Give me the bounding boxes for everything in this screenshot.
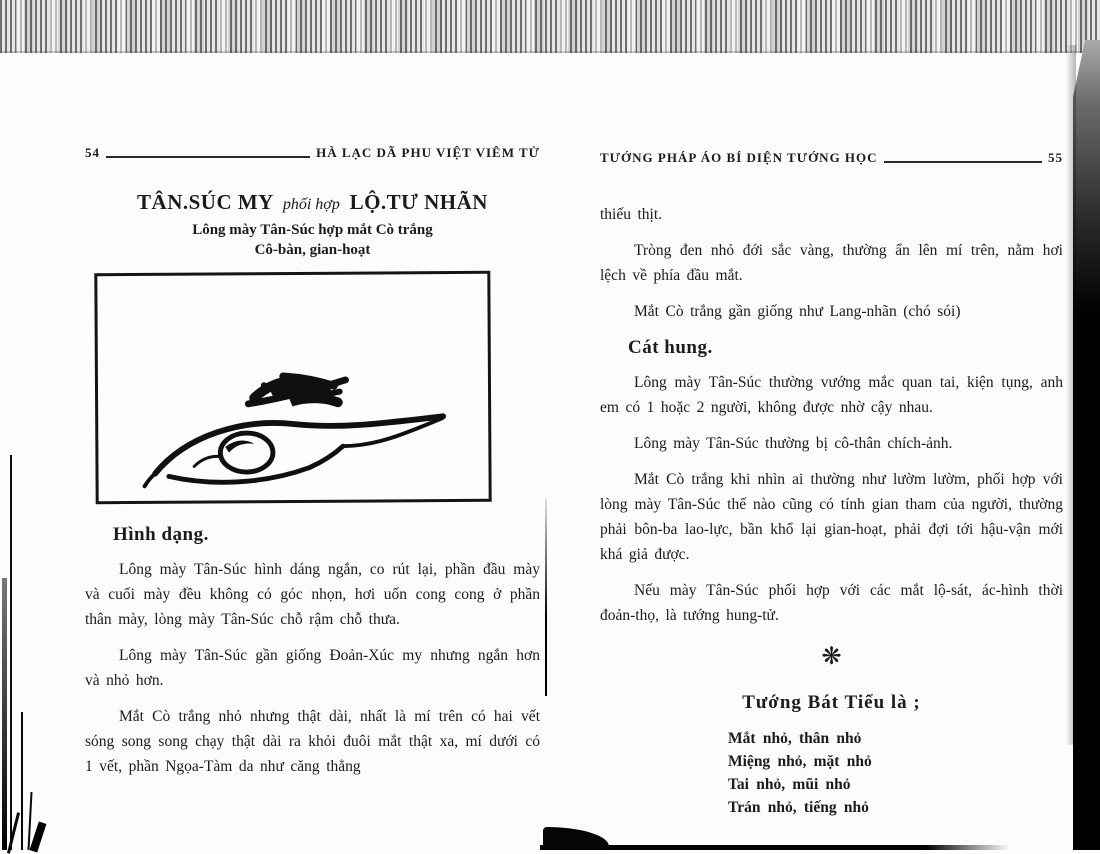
body-paragraph: Mắt Cò trắng nhỏ nhưng thật dài, nhất là mí trên có hai vết sóng song song chạy thật dài ra khỏi đuôi mắt thật xa, mí dưới có 1 vết, phần Ngọa-Tàm da như căng thẳng: [85, 708, 540, 775]
page-number: 54: [85, 145, 100, 160]
chapter-title-part2: LỘ.TƯ NHÃN: [349, 190, 488, 214]
scan-left-streak: [21, 712, 23, 850]
header-rule: [106, 156, 310, 158]
bat-tieu-list: [728, 727, 1063, 819]
flower-divider-icon: ❋: [821, 644, 842, 670]
body-paragraph: Tròng đen nhỏ đới sắc vàng, thường ẩn lên mí trên, nằm hơi lệch về phía đầu mắt.: [600, 242, 1063, 284]
eye-drawing: [97, 274, 488, 501]
left-page-header: [85, 145, 540, 161]
book-gutter-line: [545, 498, 547, 696]
list-heading-tuong-bat-tieu: Tướng Bát Tiểu là ;: [742, 692, 921, 713]
body-paragraph: Lông mày Tân-Súc hình dáng ngắn, co rút lại, phần đầu mày và cuối mày đều không có góc nhọn, hơi uốn cong cong ở phần thân mày, lòng mày Tân-Súc chỗ rậm chỗ thưa.: [85, 561, 540, 628]
scan-binding-stripe-band: [0, 0, 1100, 53]
chapter-subtitle-1: Lông mày Tân-Súc hợp mắt Cò trắng: [192, 222, 433, 238]
left-page: [85, 145, 540, 779]
list-item: Miệng nhỏ, mặt nhỏ: [728, 753, 872, 770]
body-paragraph: Nếu mày Tân-Súc phối hợp với các mắt lộ-sát, ác-hình thời đoản-thọ, là tướng hung-tử.: [600, 582, 1063, 624]
scan-bottom-edge-line: [540, 845, 1010, 850]
scan-left-streak: [2, 578, 7, 850]
list-item: Trán nhỏ, tiếng nhỏ: [728, 799, 869, 816]
list-item: Mắt nhỏ, thân nhỏ: [728, 730, 862, 747]
body-paragraph: Lông mày Tân-Súc thường bị cô-thân chích-ảnh.: [634, 435, 953, 452]
book-gutter-shadow-blob: [543, 827, 609, 850]
body-paragraph: Lông mày Tân-Súc thường vướng mắc quan tai, kiện tụng, anh em có 1 hoặc 2 người, không được nhờ cậy nhau.: [600, 374, 1063, 416]
section-heading-cat-hung: Cát hung.: [628, 337, 713, 358]
right-page: [600, 150, 1063, 819]
scan-right-edge-shadow: [1073, 40, 1100, 850]
chapter-title: [85, 190, 540, 215]
running-title: TƯỚNG PHÁP ÁO BÍ DIỆN TƯỚNG HỌC: [600, 150, 878, 165]
continuation-line: thiếu thịt.: [600, 206, 663, 223]
running-title: HÀ LẠC DÃ PHU VIỆT VIÊM TỬ: [316, 145, 540, 160]
list-item: Tai nhỏ, mũi nhỏ: [728, 776, 851, 793]
scan-right-edge-shade: [1066, 45, 1076, 745]
body-paragraph: Mắt Cò trắng khi nhìn ai thường như lườm lườm, phối hợp với lòng mày Tân-Súc thế nào cũng có tính gian tham của người, thường phải bôn-ba lao-lực, bần khổ lại gian-hoạt, phải đợi tới hậu-vận mới khá giả được.: [600, 471, 1063, 563]
scan-left-streak: [30, 821, 47, 852]
chapter-subtitle-2: Cô-bàn, gian-hoạt: [254, 242, 371, 258]
scan-left-streak: [7, 812, 20, 853]
chapter-title-part1: TÂN.SÚC MY: [137, 190, 274, 214]
right-page-header: [600, 150, 1063, 166]
chapter-title-connector: phối hợp: [282, 196, 340, 213]
eyebrow-eye-figure: [94, 271, 491, 504]
scan-left-streak: [10, 455, 12, 850]
header-rule: [884, 161, 1042, 163]
body-paragraph: Lông mày Tân-Súc gần giống Đoản-Xúc my nhưng ngắn hơn và nhỏ hơn.: [85, 647, 540, 689]
section-heading-hinh-dang: Hình dạng.: [113, 524, 209, 545]
body-paragraph: Mắt Cò trắng gần giống như Lang-nhãn (chó sói): [634, 303, 961, 320]
page-number: 55: [1048, 150, 1063, 165]
